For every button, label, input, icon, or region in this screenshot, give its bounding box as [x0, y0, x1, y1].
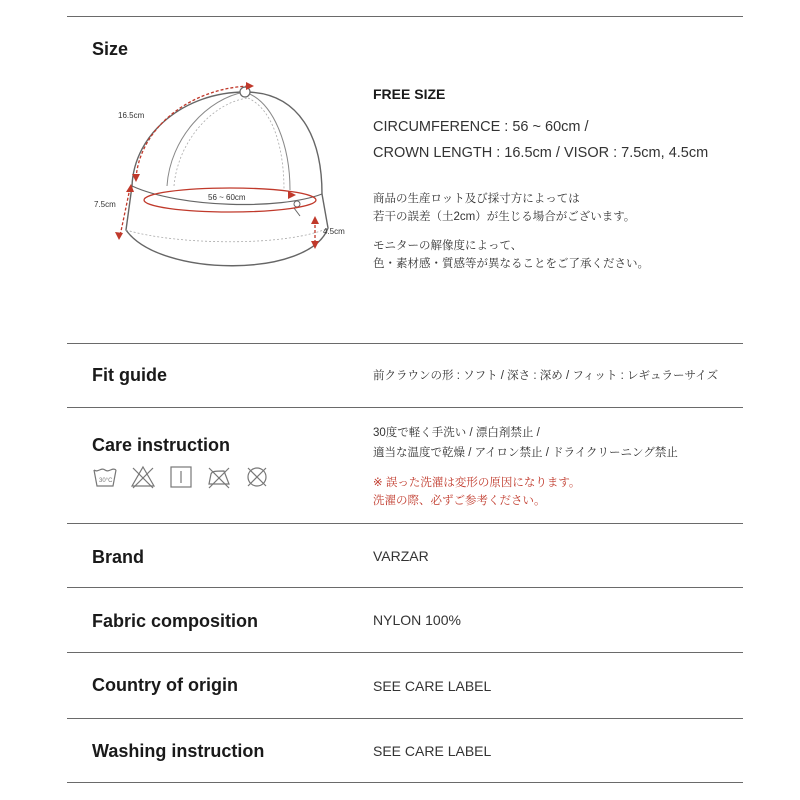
size-note-2: 若干の誤差（土2cm）が生じる場合がございます。	[373, 211, 636, 223]
diagram-visor-side-label: 7.5cm	[94, 200, 116, 209]
care-line-2: 適当な温度で乾燥 / アイロン禁止 / ドライクリーニング禁止	[373, 447, 678, 459]
care-heading: Care instruction	[92, 435, 231, 455]
divider-top	[67, 16, 743, 17]
origin-heading: Country of origin	[92, 675, 238, 695]
diagram-circumference-label: 56 ~ 60cm	[208, 193, 246, 202]
divider-origin	[67, 718, 743, 719]
size-heading: Size	[92, 39, 129, 59]
no-bleach-icon	[130, 464, 156, 490]
fit-guide-value: 前クラウンの形 : ソフト / 深さ : 深め / フィット : レギュラーサイズ	[373, 370, 719, 382]
care-warning-2: 洗濯の際、必ずご参考ください。	[373, 495, 546, 507]
washing-value: SEE CARE LABEL	[373, 743, 492, 759]
wash-temp-label: 30°C	[99, 478, 113, 484]
fit-guide-heading: Fit guide	[92, 365, 167, 385]
hat-size-diagram	[90, 78, 360, 278]
origin-value: SEE CARE LABEL	[373, 678, 492, 694]
fabric-value: NYLON 100%	[373, 612, 461, 628]
brand-heading: Brand	[92, 547, 145, 567]
care-icons	[92, 464, 270, 490]
divider-fabric	[67, 652, 743, 653]
dry-icon	[168, 464, 194, 490]
divider-size	[67, 343, 743, 344]
spec-circumference: CIRCUMFERENCE : 56 ~ 60cm /	[373, 119, 589, 135]
care-warning-1: ※ 誤った洗濯は変形の原因になります。	[373, 477, 581, 489]
divider-brand	[67, 587, 743, 588]
hand-wash-30-icon	[92, 464, 118, 490]
divider-care	[67, 523, 743, 524]
divider-bottom	[67, 782, 743, 783]
free-size-title: FREE SIZE	[373, 86, 446, 102]
diagram-visor-front-label: 4.5cm	[323, 227, 345, 236]
spec-crown-visor: CROWN LENGTH : 16.5cm / VISOR : 7.5cm, 4.5cm	[373, 145, 709, 161]
size-note-4: 色・素材感・質感等が異なることをご了承ください。	[373, 258, 649, 270]
no-iron-icon	[206, 464, 232, 490]
care-line-1: 30度で軽く手洗い / 漂白剤禁止 /	[373, 427, 540, 439]
size-note-3: モニターの解像度によって、	[373, 240, 523, 252]
size-note-1: 商品の生産ロット及び採寸方によっては	[373, 193, 580, 205]
washing-heading: Washing instruction	[92, 741, 265, 761]
divider-fit	[67, 407, 743, 408]
no-dry-clean-icon	[244, 464, 270, 490]
fabric-heading: Fabric composition	[92, 611, 259, 631]
diagram-crown-label: 16.5cm	[118, 111, 145, 120]
brand-value: VARZAR	[373, 548, 429, 564]
